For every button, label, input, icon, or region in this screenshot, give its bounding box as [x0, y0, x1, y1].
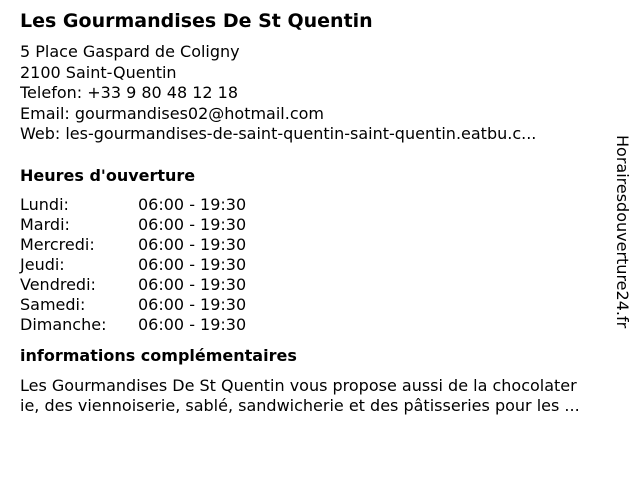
time-range: 06:00 - 19:30: [138, 214, 247, 234]
hours-row: [20, 215, 246, 235]
hours-row: [20, 275, 246, 295]
hours-row: [20, 295, 246, 315]
day-label: Mardi:: [20, 214, 70, 234]
website-url: Web: les-gourmandises-de-saint-quentin-saint-quentin.eatbu.c...: [20, 124, 537, 143]
address-city: 2100 Saint-Quentin: [20, 62, 177, 82]
time-range: 06:00 - 19:30: [138, 294, 247, 314]
day-label: Jeudi:: [20, 254, 65, 274]
hours-row: [20, 255, 246, 275]
time-range: 06:00 - 19:30: [138, 234, 247, 254]
day-label: Dimanche:: [20, 314, 107, 334]
business-details: [20, 8, 610, 417]
info-line: ie, des viennoiserie, sablé, sandwicherie et des pâtisseries pour les ...: [20, 396, 580, 415]
time-range: 06:00 - 19:30: [138, 254, 247, 274]
hours-row: [20, 195, 246, 215]
day-label: Lundi:: [20, 194, 69, 214]
time-range: 06:00 - 19:30: [138, 194, 247, 214]
additional-info-text: [20, 376, 632, 417]
phone-number: Telefon: +33 9 80 48 12 18: [20, 83, 239, 102]
business-name: Les Gourmandises De St Quentin: [20, 10, 373, 32]
opening-hours-table: [20, 195, 246, 335]
site-watermark: Horairesdouverture24.fr: [613, 135, 632, 329]
day-label: Mercredi:: [20, 234, 95, 254]
address-street: 5 Place Gaspard de Coligny: [20, 42, 240, 61]
info-line: Les Gourmandises De St Quentin vous propose aussi de la chocolater: [20, 375, 577, 395]
day-label: Samedi:: [20, 294, 86, 314]
email-address: Email: gourmandises02@hotmail.com: [20, 103, 324, 123]
time-range: 06:00 - 19:30: [138, 314, 247, 334]
day-label: Vendredi:: [20, 274, 96, 294]
hours-row: [20, 315, 246, 335]
opening-hours-heading: Heures d'ouverture: [20, 165, 196, 185]
hours-row: [20, 235, 246, 255]
additional-info-heading: informations complémentaires: [20, 345, 297, 365]
time-range: 06:00 - 19:30: [138, 274, 247, 294]
